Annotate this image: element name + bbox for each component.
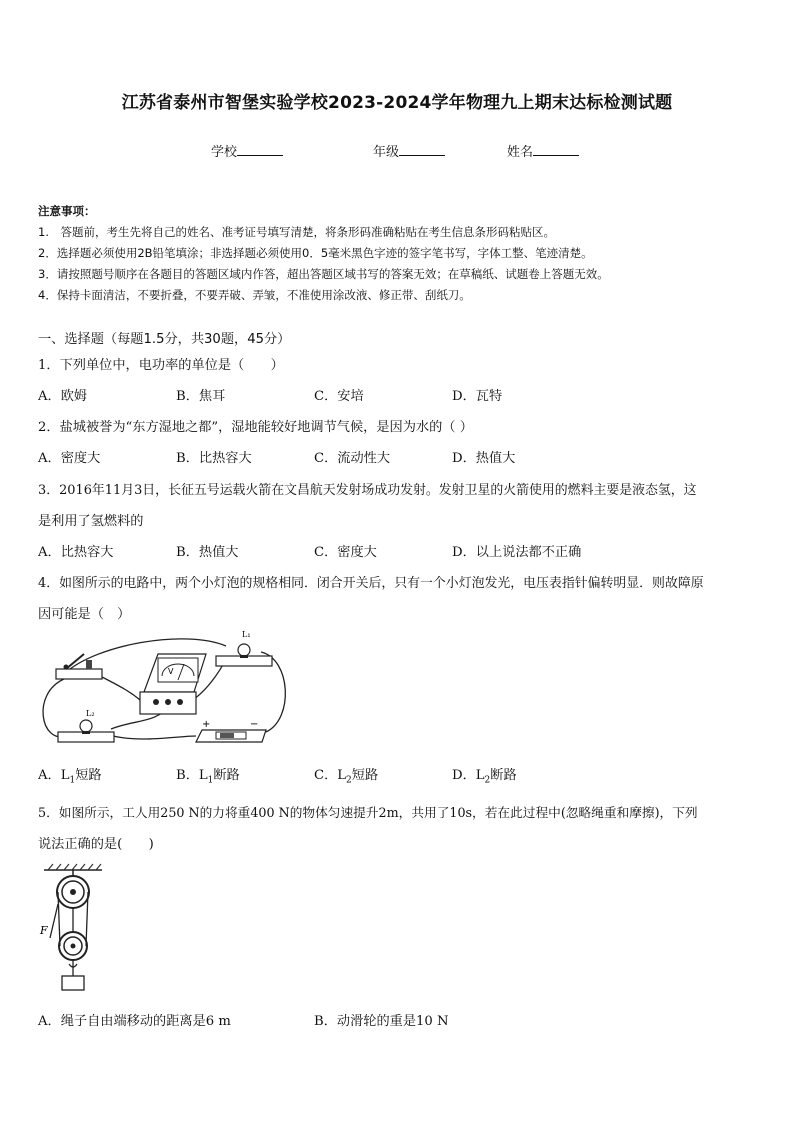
q3-option-d[interactable]: D．以上说法都不正确	[452, 545, 582, 560]
l2-label: L₂	[86, 709, 95, 718]
question-5-stem-line1: 5．如图所示，工人用250 N的力将重400 N的物体匀速提升2m，共用了10s，若在此过程中(忽略绳重和摩擦)，下列	[38, 805, 698, 820]
question-5-stem-line2: 说法正确的是( )	[38, 837, 154, 852]
page-title: 江苏省泰州市智堡实验学校2023-2024学年物理九上期末达标检测试题	[121, 93, 673, 113]
q1-option-b[interactable]: B．焦耳	[176, 389, 226, 404]
q4-option-d-sub: 2	[484, 775, 491, 786]
q4-option-b-prefix: B．L	[176, 768, 208, 783]
q2-option-a[interactable]: A．密度大	[38, 451, 101, 466]
q5-option-b[interactable]: B．动滑轮的重是10 N	[314, 1014, 449, 1029]
grade-label: 年级	[373, 145, 400, 160]
q4-option-b-sub: 1	[207, 775, 214, 786]
fixed-pulley-icon	[57, 876, 89, 908]
q4-option-a-suffix: 短路	[75, 768, 102, 783]
notice-heading: 注意事项：	[38, 204, 96, 218]
q2-option-c[interactable]: C．流动性大	[314, 451, 391, 466]
q4-option-a-sub: 1	[69, 775, 76, 786]
lamp-l2-icon	[58, 720, 114, 742]
school-field[interactable]	[211, 141, 283, 160]
voltmeter-icon	[140, 654, 206, 714]
q4-option-c-sub: 2	[346, 775, 352, 786]
weight-block-icon	[62, 976, 84, 990]
grade-blank[interactable]	[399, 143, 445, 156]
q4-option-b[interactable]	[176, 764, 240, 786]
circuit-diagram	[36, 624, 296, 752]
wire	[106, 734, 196, 739]
q3-option-b[interactable]: B．热值大	[176, 545, 239, 560]
q4-option-a-prefix: A．L	[38, 768, 70, 783]
l1-label: L₁	[242, 630, 251, 639]
force-label: F	[40, 924, 48, 937]
lamp-l1-icon	[216, 644, 272, 666]
q4-option-c-prefix: C．L	[314, 768, 347, 783]
battery-icon	[196, 730, 266, 742]
q4-option-a[interactable]	[38, 764, 102, 786]
question-2-stem: 2．盐城被誉为“东方湿地之都”，湿地能较好地调节气候，是因为水的（ ）	[38, 420, 473, 435]
question-3-stem-line2: 是利用了氢燃料的	[38, 514, 144, 529]
q3-option-a[interactable]: A．比热容大	[38, 545, 114, 560]
movable-pulley-icon	[59, 932, 87, 960]
battery-plus-label: +	[202, 719, 211, 730]
name-field[interactable]	[507, 141, 579, 160]
notice-item: 1. 答题前，考生先将自己的姓名、准考证号填写清楚，将条形码准确粘贴在考生信息条形码粘贴区。	[38, 225, 555, 239]
question-1-stem: 1．下列单位中，电功率的单位是（ ）	[38, 358, 284, 373]
question-3-stem-line1: 3．2016年11月3日，长征五号运载火箭在文昌航天发射场成功发射。发射卫星的火箭使用的燃料主要是液态氢，这	[38, 483, 697, 498]
name-label: 姓名	[507, 145, 534, 160]
wire	[96, 674, 146, 706]
school-label: 学校	[211, 145, 238, 160]
q3-option-c[interactable]: C．密度大	[314, 545, 377, 560]
name-blank[interactable]	[533, 143, 579, 156]
q4-option-d-prefix: D．L	[452, 768, 485, 783]
grade-field[interactable]	[373, 141, 445, 160]
school-blank[interactable]	[237, 143, 283, 156]
notice-item: 3．请按照题号顺序在各题目的答题区域内作答，超出答题区域书写的答案无效；在草稿纸、试题卷上答题无效。	[38, 267, 609, 281]
battery-minus-label: −	[250, 719, 259, 730]
q4-option-d[interactable]	[452, 764, 517, 786]
q1-option-d[interactable]: D．瓦特	[452, 389, 503, 404]
section-heading: 一、选择题（每题1.5分，共30题，45分）	[38, 332, 291, 347]
question-4-stem-line1: 4．如图所示的电路中，两个小灯泡的规格相同．闭合开关后，只有一个小灯泡发光，电压表指针偏转明显．则故障原	[38, 576, 704, 591]
notice-item: 4．保持卡面清洁，不要折叠，不要弄破、弄皱，不准使用涂改液、修正带、刮纸刀。	[38, 288, 471, 302]
voltmeter-label: V	[168, 667, 174, 676]
q5-option-a[interactable]: A．绳子自由端移动的距离是6 m	[38, 1014, 231, 1029]
wire	[43, 679, 66, 737]
switch-icon	[56, 654, 102, 679]
q1-option-c[interactable]: C．安培	[314, 389, 364, 404]
q2-option-d[interactable]: D．热值大	[452, 451, 516, 466]
q4-option-c-suffix: 短路	[351, 768, 379, 783]
q1-option-a[interactable]: A．欧姆	[38, 389, 88, 404]
question-4-stem-line2: 因可能是（ ）	[38, 607, 131, 622]
pulley-diagram	[40, 864, 110, 996]
q4-option-c[interactable]	[314, 764, 378, 786]
q2-option-b[interactable]: B．比热容大	[176, 451, 252, 466]
notice-item: 2．选择题必须使用2B铅笔填涂；非选择题必须使用0．5毫米黑色字迹的签字笔书写，字体工整、笔迹清楚。	[38, 246, 593, 260]
q4-option-d-suffix: 断路	[490, 768, 517, 783]
q4-option-b-suffix: 断路	[213, 768, 240, 783]
